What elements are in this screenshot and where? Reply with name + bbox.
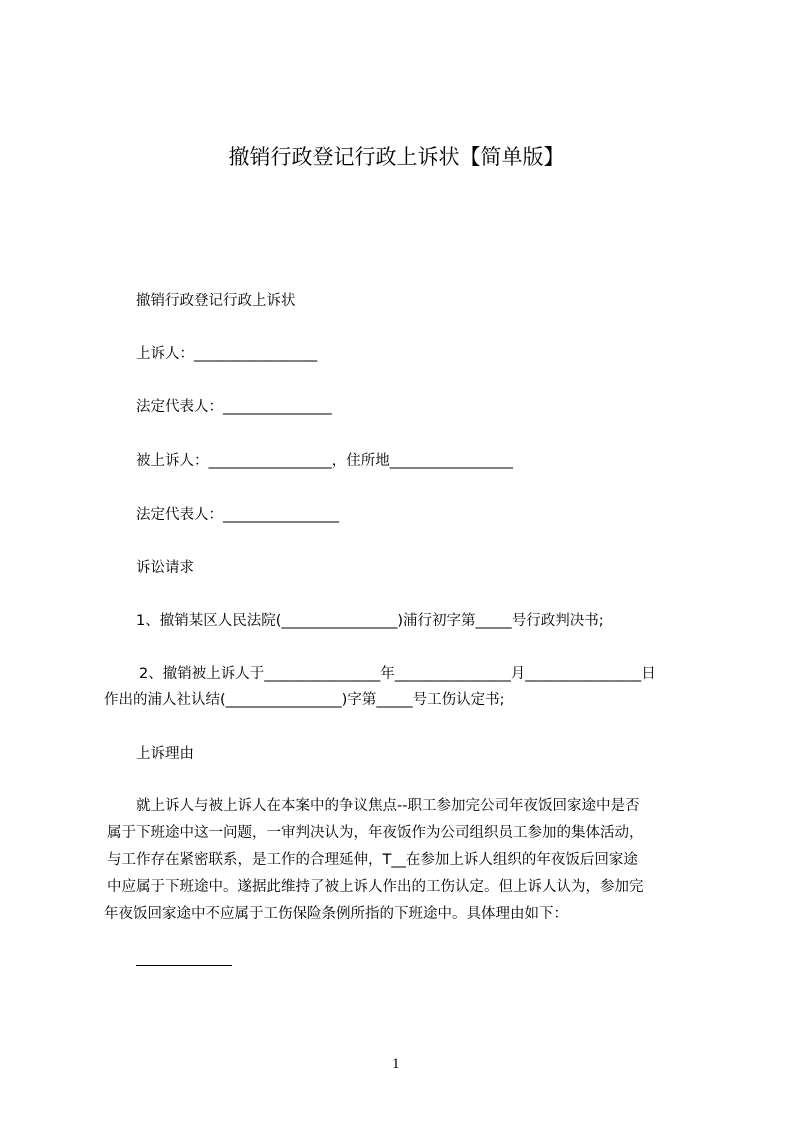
reasons-heading: 上诉理由	[136, 746, 194, 762]
claim-2-line: 作出的浦人社认结(________________)字第_____号工伤认定书;	[104, 692, 505, 708]
appellee-rep-line: 法定代表人：________________	[136, 507, 339, 523]
appellant-rep-line: 法定代表人：_______________	[136, 399, 332, 415]
reasons-line: 中应属于下班途中。遂据此维持了被上诉人作出的工伤认定。但上诉人认为，参加完	[107, 879, 644, 895]
claim-1: 1、撤销某区人民法院(________________)浦行初字第_____号行政判决书;	[136, 613, 604, 629]
appellee-line: 被上诉人：_________________，住所地_________________	[136, 453, 513, 469]
footnote-rule	[136, 965, 232, 966]
document-title: 撤销行政登记行政上诉状【简单版】	[228, 145, 565, 169]
reasons-line: 年夜饭回家途中不应属于工伤保险条例所指的下班途中。具体理由如下：	[104, 906, 568, 922]
reasons-line: 与工作存在紧密联系，是工作的合理延伸，T__在参加上诉人组织的年夜饭后回家途	[107, 852, 638, 868]
reasons-line: 就上诉人与被上诉人在本案中的争议焦点--职工参加完公司年夜饭回家途中是否	[136, 798, 640, 814]
reasons-line: 属于下班途中这一问题，一审判决认为，年夜饭作为公司组织员工参加的集体活动，	[107, 825, 644, 841]
claim-2-line: 2、撤销被上诉人于________________年________________月________________日	[139, 666, 656, 682]
appellant-line: 上诉人：_________________	[136, 346, 318, 362]
page-number: 1	[392, 1056, 400, 1072]
claims-heading: 诉讼请求	[136, 560, 194, 576]
heading: 撤销行政登记行政上诉状	[136, 293, 296, 309]
